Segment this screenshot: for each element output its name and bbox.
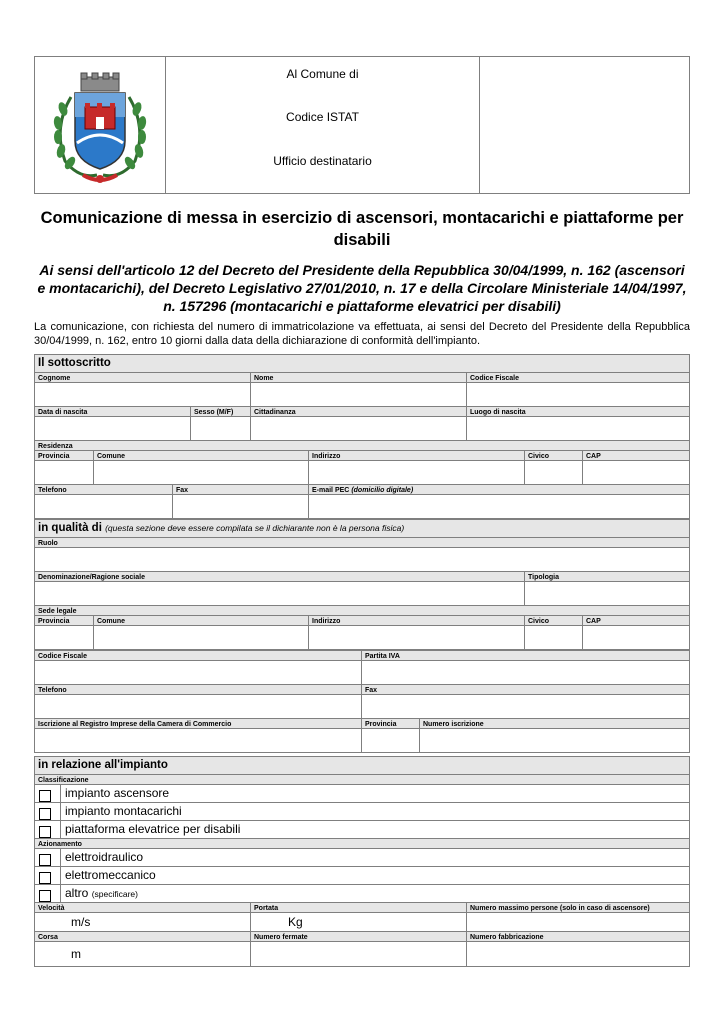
q-codice-fiscale-label: Codice Fiscale [38, 653, 88, 660]
qualita-heading: in qualità di [38, 522, 102, 534]
nome-field[interactable] [250, 382, 467, 407]
unit-ms: m/s [71, 915, 91, 929]
numero-iscrizione-label: Numero iscrizione [423, 721, 484, 728]
codice-fiscale-label: Codice Fiscale [470, 375, 520, 382]
section-sottoscritto-title: Il sottoscritto [38, 357, 111, 369]
codice-fiscale-field[interactable] [466, 382, 690, 407]
header-stamp-cell[interactable] [479, 56, 690, 194]
numero-persone-label: Numero massimo persone (solo in caso di ascensore) [470, 905, 650, 912]
res-civico-field[interactable] [524, 460, 583, 485]
intro-paragraph: La comunicazione, con richiesta del numero di immatricolazione va effettuata, ai sensi del Decreto del Presidente della Repubblica 30/04/1999, n. 162, entro 10 giorni dalla data della dichiarazione di conformità dell'impianto. [34, 321, 690, 347]
header-logo-cell [34, 56, 166, 194]
res-cap-label: CAP [586, 453, 601, 460]
q-telefono-field[interactable] [34, 694, 362, 719]
numero-iscrizione-field[interactable] [419, 728, 690, 753]
header-addressee-cell [165, 56, 480, 194]
nome-label: Nome [254, 375, 274, 382]
fax-label: Fax [176, 487, 189, 494]
checkbox-elettromeccanico[interactable] [39, 872, 51, 884]
cittadinanza-label: Cittadinanza [254, 409, 296, 416]
al-comune-label: Al Comune di [286, 67, 359, 81]
opt-elettroidraulico-cell [60, 848, 690, 867]
checkbox-montacarichi[interactable] [39, 808, 51, 820]
opt-montacarichi-cell [60, 802, 690, 821]
sl-provincia-label: Provincia [38, 618, 70, 625]
velocita-field[interactable] [34, 912, 251, 932]
ufficio-destinatario-label: Ufficio destinatario [273, 154, 372, 168]
denominazione-field[interactable] [34, 581, 525, 606]
option-ascensore: impianto ascensore [65, 786, 170, 800]
cb-cell-piattaforma [34, 820, 61, 839]
opt-altro-cell[interactable] [60, 884, 690, 903]
checkbox-elettroidraulico[interactable] [39, 854, 51, 866]
portata-field[interactable] [250, 912, 467, 932]
cognome-field[interactable] [34, 382, 251, 407]
section-sottoscritto-header [34, 354, 690, 373]
opt-piattaforma-cell [60, 820, 690, 839]
legal-reference: Ai sensi dell'articolo 12 del Decreto del Presidente della Repubblica 30/04/1999, n. 162 (ascensori e montacarichi), del Decreto Legislativo 27/01/2010, n. 17 e della Circolare Ministeriale 14/04/1997, n. 157296 (montacarichi e piattaforme elevatrici per disabili) [37, 262, 687, 314]
numero-persone-field[interactable] [466, 912, 690, 932]
option-altro-label: altro [65, 886, 89, 900]
page-title: Comunicazione di messa in esercizio di ascensori, montacarichi e piattaforme per disabili [40, 209, 684, 249]
classificazione-label: Classificazione [38, 777, 89, 784]
opt-elettromeccanico-cell [60, 866, 690, 885]
section-qualita-header [34, 519, 690, 538]
isc-provincia-label: Provincia [365, 721, 397, 728]
data-nascita-field[interactable] [34, 416, 191, 441]
opt-ascensore-cell [60, 784, 690, 803]
isc-provincia-field[interactable] [361, 728, 420, 753]
telefono-field[interactable] [34, 494, 173, 519]
res-indirizzo-field[interactable] [308, 460, 525, 485]
municipal-coat-of-arms [35, 57, 165, 193]
qualita-note: (questa sezione deve essere compilata se il dichiarante non è la persona fisica) [105, 523, 405, 533]
option-altro-note: (specificare) [91, 889, 138, 899]
unit-kg: Kg [288, 915, 303, 929]
numero-fermate-label: Numero fermate [254, 934, 308, 941]
checkbox-ascensore[interactable] [39, 790, 51, 802]
sesso-field[interactable] [190, 416, 251, 441]
option-piattaforma: piattaforma elevatrice per disabili [65, 822, 241, 836]
sl-cap-label: CAP [586, 618, 601, 625]
residenza-label: Residenza [38, 443, 73, 450]
sede-legale-label: Sede legale [38, 608, 77, 615]
cittadinanza-field[interactable] [250, 416, 467, 441]
fax-field[interactable] [172, 494, 309, 519]
portata-label: Portata [254, 905, 279, 912]
q-telefono-label: Telefono [38, 687, 67, 694]
telefono-label: Telefono [38, 487, 67, 494]
data-nascita-label: Data di nascita [38, 409, 88, 416]
denominazione-label: Denominazione/Ragione sociale [38, 574, 145, 581]
sl-comune-field[interactable] [93, 625, 309, 650]
option-altro [61, 885, 689, 901]
cb-cell-montacarichi [34, 802, 61, 821]
pec-note: (domicilio digitale) [351, 487, 414, 494]
corsa-label: Corsa [38, 934, 58, 941]
pec-field[interactable] [308, 494, 690, 519]
q-fax-label: Fax [365, 687, 378, 694]
sl-indirizzo-label: Indirizzo [312, 618, 341, 625]
option-elettroidraulico: elettroidraulico [65, 850, 144, 864]
sl-cap-field[interactable] [582, 625, 690, 650]
sl-indirizzo-field[interactable] [308, 625, 525, 650]
partita-iva-label: Partita IVA [365, 653, 400, 660]
codice-istat-label: Codice ISTAT [286, 110, 359, 124]
sl-provincia-field[interactable] [34, 625, 94, 650]
azionamento-label: Azionamento [38, 841, 82, 848]
ruolo-field[interactable] [34, 547, 690, 572]
partita-iva-field[interactable] [361, 660, 690, 685]
tipologia-label: Tipologia [528, 574, 559, 581]
luogo-nascita-field[interactable] [466, 416, 690, 441]
tipologia-field[interactable] [524, 581, 690, 606]
pec-label-text: E-mail PEC [312, 487, 350, 494]
ruolo-label: Ruolo [38, 540, 58, 547]
res-provincia-field[interactable] [34, 460, 94, 485]
corsa-field[interactable] [34, 941, 251, 967]
res-civico-label: Civico [528, 453, 550, 460]
cb-cell-elettroidraulico [34, 848, 61, 867]
section-impianto-title: in relazione all'impianto [38, 759, 168, 771]
luogo-nascita-label: Luogo di nascita [470, 409, 526, 416]
numero-fermate-field[interactable] [250, 941, 467, 967]
cb-cell-elettromeccanico [34, 866, 61, 885]
sl-civico-field[interactable] [524, 625, 583, 650]
velocita-label: Velocità [38, 905, 65, 912]
sl-comune-label: Comune [97, 618, 125, 625]
option-montacarichi: impianto montacarichi [65, 804, 182, 818]
section-qualita-title [35, 520, 689, 536]
checkbox-piattaforma[interactable] [39, 826, 51, 838]
cognome-label: Cognome [38, 375, 71, 382]
option-elettromeccanico: elettromeccanico [65, 868, 156, 882]
res-provincia-label: Provincia [38, 453, 70, 460]
section-impianto-header [34, 756, 690, 775]
res-cap-field[interactable] [582, 460, 690, 485]
unit-m: m [71, 947, 81, 961]
q-fax-field[interactable] [361, 694, 690, 719]
res-comune-label: Comune [97, 453, 125, 460]
cb-cell-ascensore [34, 784, 61, 803]
numero-fabbricazione-label: Numero fabbricazione [470, 934, 544, 941]
iscrizione-label: Iscrizione al Registro Imprese della Camera di Commercio [38, 721, 232, 728]
q-codice-fiscale-field[interactable] [34, 660, 362, 685]
sl-civico-label: Civico [528, 618, 550, 625]
cb-cell-altro [34, 884, 61, 903]
res-indirizzo-label: Indirizzo [312, 453, 341, 460]
sesso-label: Sesso (M/F) [194, 409, 234, 416]
numero-fabbricazione-field[interactable] [466, 941, 690, 967]
checkbox-altro[interactable] [39, 890, 51, 902]
iscrizione-field[interactable] [34, 728, 362, 753]
res-comune-field[interactable] [93, 460, 309, 485]
